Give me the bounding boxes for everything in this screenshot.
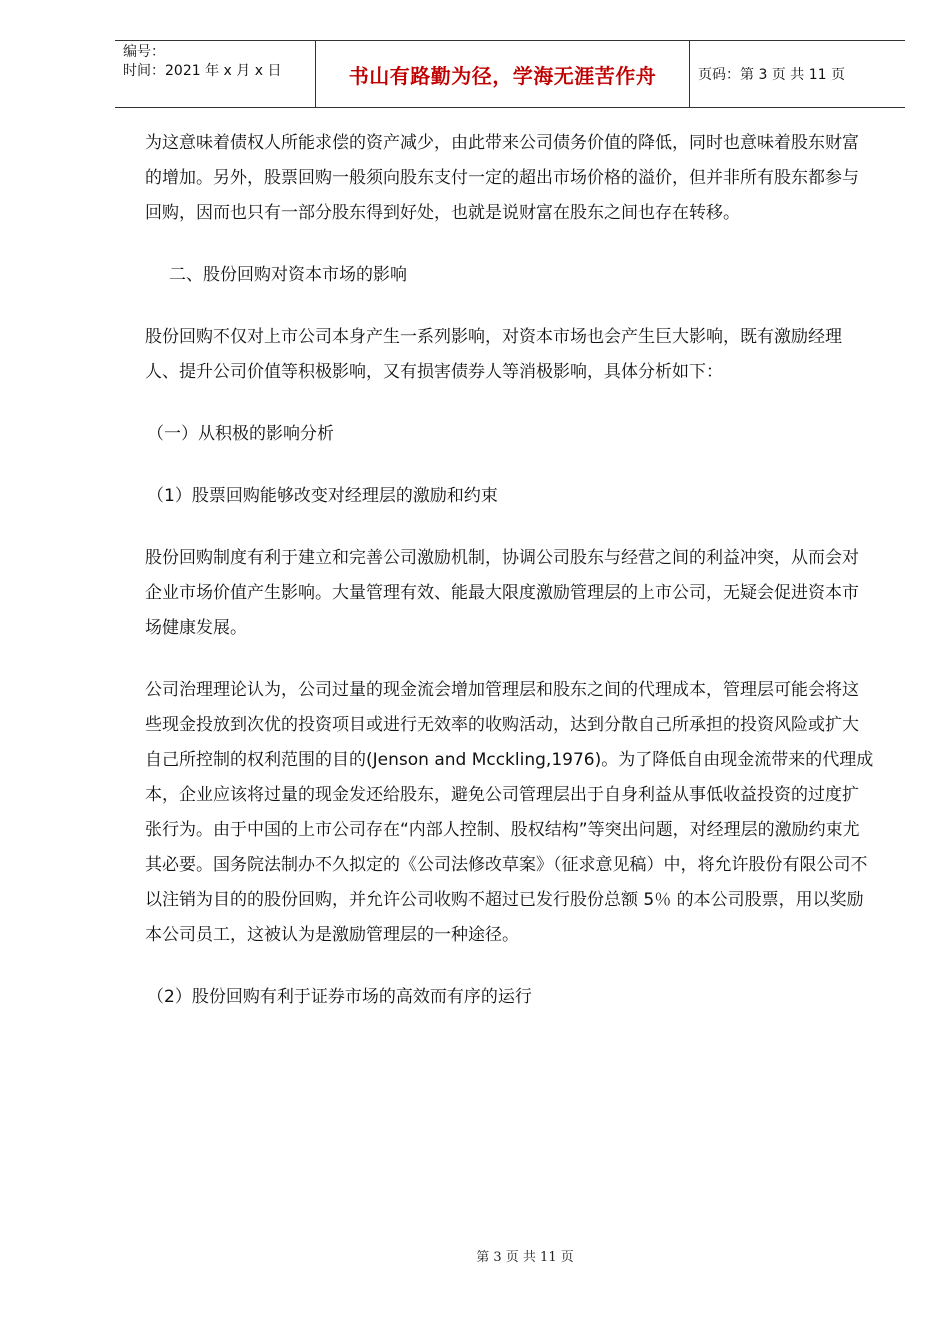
page-header xyxy=(115,40,905,108)
header-page-cell xyxy=(690,41,905,107)
subsection-heading: （1）股票回购能够改变对经理层的激励和约束 xyxy=(147,486,498,506)
document-number-label: 编号： xyxy=(123,44,165,60)
paragraph: 股份回购制度有利于建立和完善公司激励机制，协调公司股东与经营之间的利益冲突，从而会对企业市场价值产生影响。大量管理有效、能最大限度激励管理层的上市公司，无疑会促进资本市场健康发展。 xyxy=(145,548,859,638)
section-heading: 二、股份回购对资本市场的影响 xyxy=(169,265,407,285)
paragraph: 公司治理理论认为，公司过量的现金流会增加管理层和股东之间的代理成本，管理层可能会将这些现金投放到次优的投资项目或进行无效率的收购活动，达到分散自己所承担的投资风险或扩大自己所控制的权利范围的目的(Jenson and Mcckling,1976)。为了降低自由现金流带来的代理成本，企业应该将过量的现金发还给股东，避免公司管理层出于自身利益从事低收益投资的过度扩张行为。由于中国的上市公司存在“内部人控制、股权结构”等突出问题，对经理层的激励约束尤其必要。国务院法制办不久拟定的《公司法修改草案》（征求意见稿）中，将允许股份有限公司不以注销为目的的股份回购，并允许公司收购不超过已发行股份总额 5％ 的本公司股票，用以奖励本公司员工，这被认为是激励管理层的一种途径。 xyxy=(145,680,874,945)
subsection-heading: （一）从积极的影响分析 xyxy=(147,424,334,444)
document-body xyxy=(145,126,875,1042)
header-motto: 书山有路勤为径，学海无涯苦作舟 xyxy=(348,63,657,88)
document-date-label: 时间：2021 年 x 月 x 日 xyxy=(123,63,282,79)
page-footer: 第 3 页 共 11 页 xyxy=(476,1250,574,1265)
header-motto-cell xyxy=(316,41,690,107)
paragraph: 股份回购不仅对上市公司本身产生一系列影响，对资本市场也会产生巨大影响，既有激励经理人、提升公司价值等积极影响，又有损害债券人等消极影响，具体分析如下： xyxy=(145,327,842,382)
subsection-heading: （2）股份回购有利于证券市场的高效而有序的运行 xyxy=(147,987,532,1007)
paragraph: 为这意味着债权人所能求偿的资产减少，由此带来公司债务价值的降低，同时也意味着股东财富的增加。另外，股票回购一般须向股东支付一定的超出市场价格的溢价，但并非所有股东都参与回购，因而也只有一部分股东得到好处，也就是说财富在股东之间也存在转移。 xyxy=(145,133,859,223)
header-page-number: 页码：第 3 页 共 11 页 xyxy=(698,67,845,83)
header-meta-cell xyxy=(115,41,316,107)
